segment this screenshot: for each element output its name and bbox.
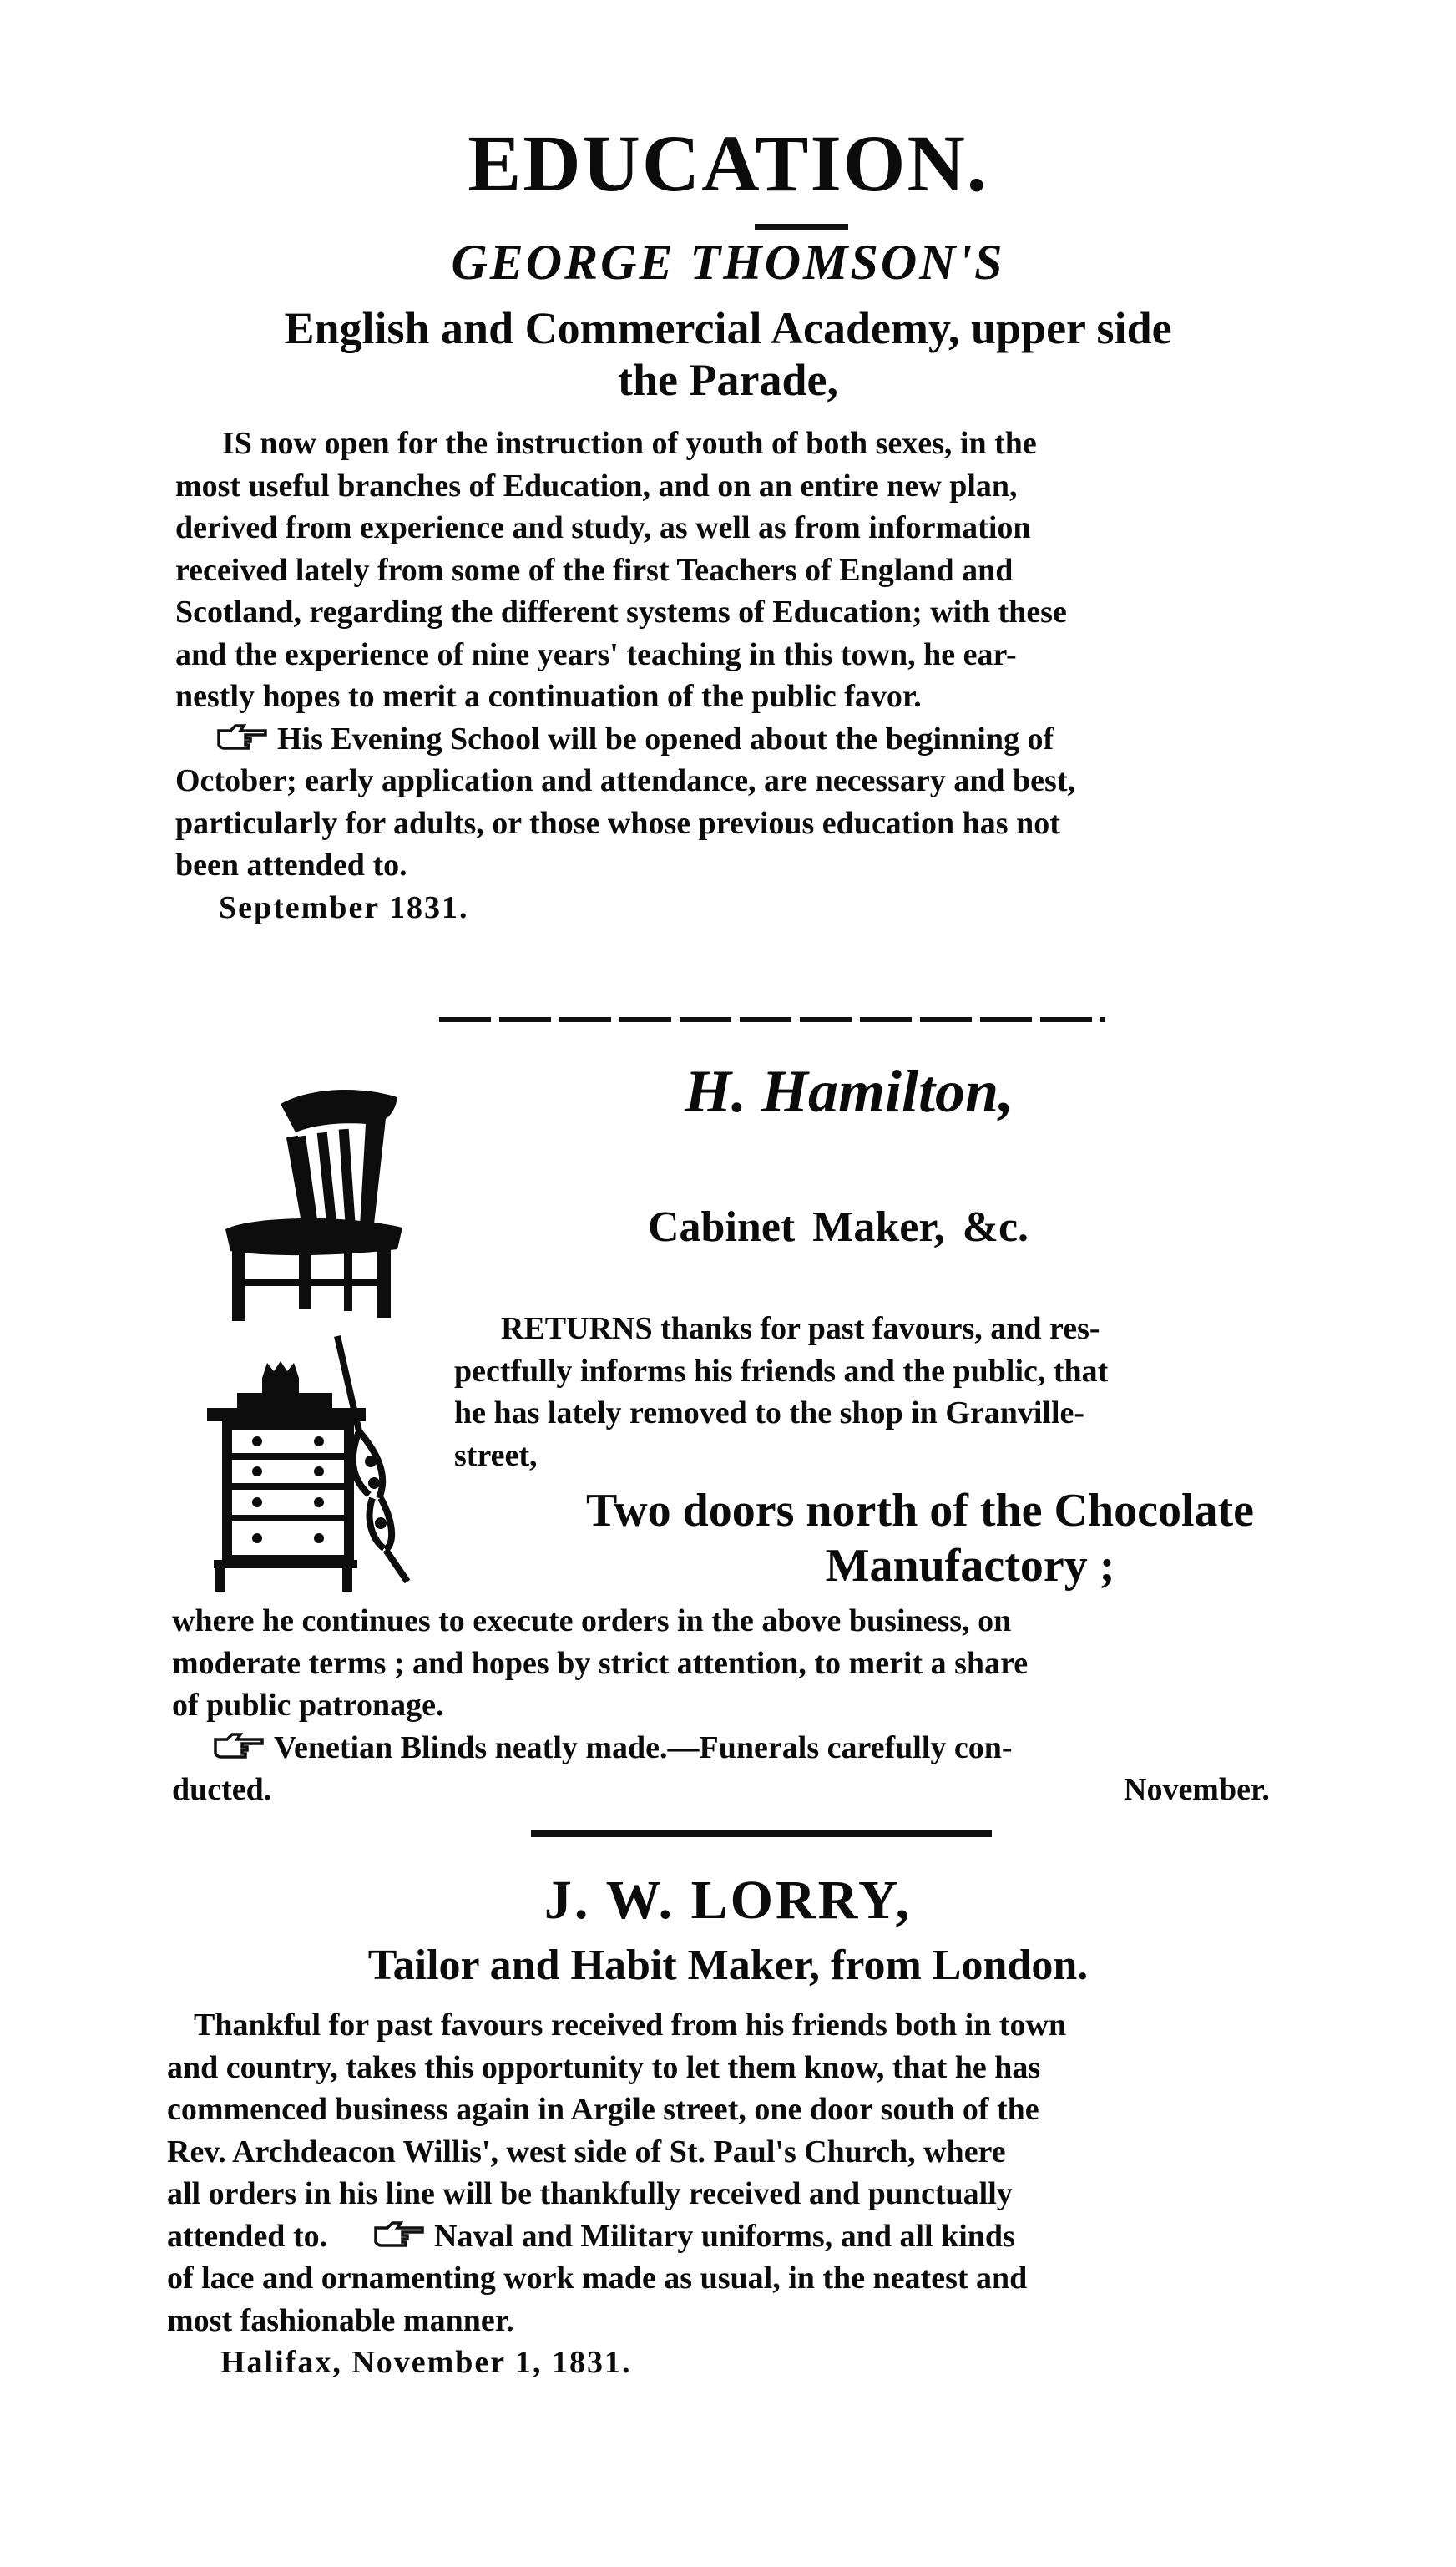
hamilton-after <box>172 1600 1388 1811</box>
location-line1: Two doors north of the Chocolate <box>585 1485 1255 1537</box>
education-body-line: received lately from some of the first Teachers of England and <box>175 552 1014 588</box>
lorry-body-line: Thankful for past favours received from his friends both in town <box>194 2008 1067 2043</box>
hamilton-after-line: moderate terms ; and hopes by strict attention, to merit a share <box>172 1645 1029 1681</box>
evening-line: been attended to. <box>175 848 407 883</box>
pointing-hand-icon <box>217 722 269 752</box>
lorry-body-line: most fashionable manner. <box>167 2302 514 2338</box>
academy-heading-line1: English and Commercial Academy, upper side <box>284 303 1172 353</box>
evening-line: particularly for adults, or those whose previous education has not <box>175 805 1060 841</box>
pointing-hand-icon <box>374 2220 426 2250</box>
lorry-dateline: Halifax, November 1, 1831. <box>220 2345 632 2380</box>
evening-line: October; early application and attendance, are necessary and best, <box>175 763 1075 798</box>
education-body-line: nestly hopes to merit a continuation of the public favor. <box>175 679 922 714</box>
hamilton-after-line: where he continues to execute orders in the above business, on <box>172 1603 1012 1638</box>
education-body-line: and the experience of nine years' teaching in this town, he ear- <box>175 636 1017 672</box>
education-body-line: IS now open for the instruction of youth of both sexes, in the <box>222 426 1037 461</box>
lorry-body-line6 <box>167 2215 1388 2258</box>
lorry-body-line: all orders in his line will be thankfully received and punctually <box>167 2176 1013 2211</box>
lorry-trade: Tailor and Habit Maker, from London. <box>367 1942 1089 1989</box>
hamilton-note-text: Venetian Blinds neatly made.—Funerals carefully con- <box>274 1729 1013 1765</box>
hamilton-note <box>172 1727 1388 1770</box>
hamilton-location <box>451 1483 1389 1593</box>
lorry-body-line: Rev. Archdeacon Willis', west side of St. Paul's Church, where <box>167 2134 1006 2170</box>
lorry-body <box>167 2004 1388 2384</box>
education-title: EDUCATION. <box>468 119 988 208</box>
lorry-body-line: of lace and ornamenting work made as usual, in the neatest and <box>167 2261 1028 2296</box>
academy-heading-line2: the Parade, <box>618 355 838 405</box>
education-body-line: derived from experience and study, as well as from information <box>175 510 1031 545</box>
proprietor-name: GEORGE THOMSON'S <box>451 235 1005 290</box>
hamilton-body-line: street, <box>454 1437 538 1473</box>
hamilton-trade: Cabinet Maker, &c. <box>648 1203 1029 1251</box>
section-divider-solid <box>531 1830 992 1837</box>
bedpost-illustration <box>326 1331 426 1587</box>
hamilton-body-line: RETURNS thanks for past favours, and res- <box>501 1311 1100 1346</box>
academy-heading <box>0 302 1456 406</box>
hamilton-date: November. <box>1124 1772 1270 1807</box>
hamilton-note-end-text: ducted. <box>172 1772 272 1807</box>
chair-illustration <box>219 1086 407 1321</box>
lorry-body-line: commenced business again in Argile street, one door south of the <box>167 2092 1039 2127</box>
lorry-line6-start: attended to. <box>167 2218 328 2254</box>
section-divider <box>439 1017 1105 1022</box>
hamilton-after-line: of public patronage. <box>172 1688 444 1723</box>
education-body-line: most useful branches of Education, and on an entire new plan, <box>175 468 1018 504</box>
hamilton-note-end <box>172 1769 1388 1811</box>
education-date: September 1831. <box>219 889 469 925</box>
education-body-line: Scotland, regarding the different systems of Education; with these <box>175 595 1067 630</box>
title-rule <box>755 224 848 230</box>
pointing-hand-icon <box>214 1731 265 1761</box>
lorry-name: J. W. LORRY, <box>543 1870 913 1931</box>
education-body <box>175 423 1388 929</box>
location-line2: Manufactory ; <box>825 1540 1115 1592</box>
lorry-line6-end: Naval and Military uniforms, and all kinds <box>434 2218 1015 2254</box>
hamilton-body-line: he has lately removed to the shop in Granville- <box>454 1395 1085 1430</box>
hamilton-body-line: pectfully informs his friends and the public, that <box>454 1353 1109 1389</box>
evening-line <box>175 718 1388 761</box>
lorry-body-line: and country, takes this opportunity to let them know, that he has <box>167 2049 1041 2085</box>
hamilton-name: H. Hamilton, <box>685 1058 1014 1125</box>
hamilton-body <box>454 1308 1388 1476</box>
evening-line-text: His Evening School will be opened about the beginning of <box>277 721 1054 757</box>
